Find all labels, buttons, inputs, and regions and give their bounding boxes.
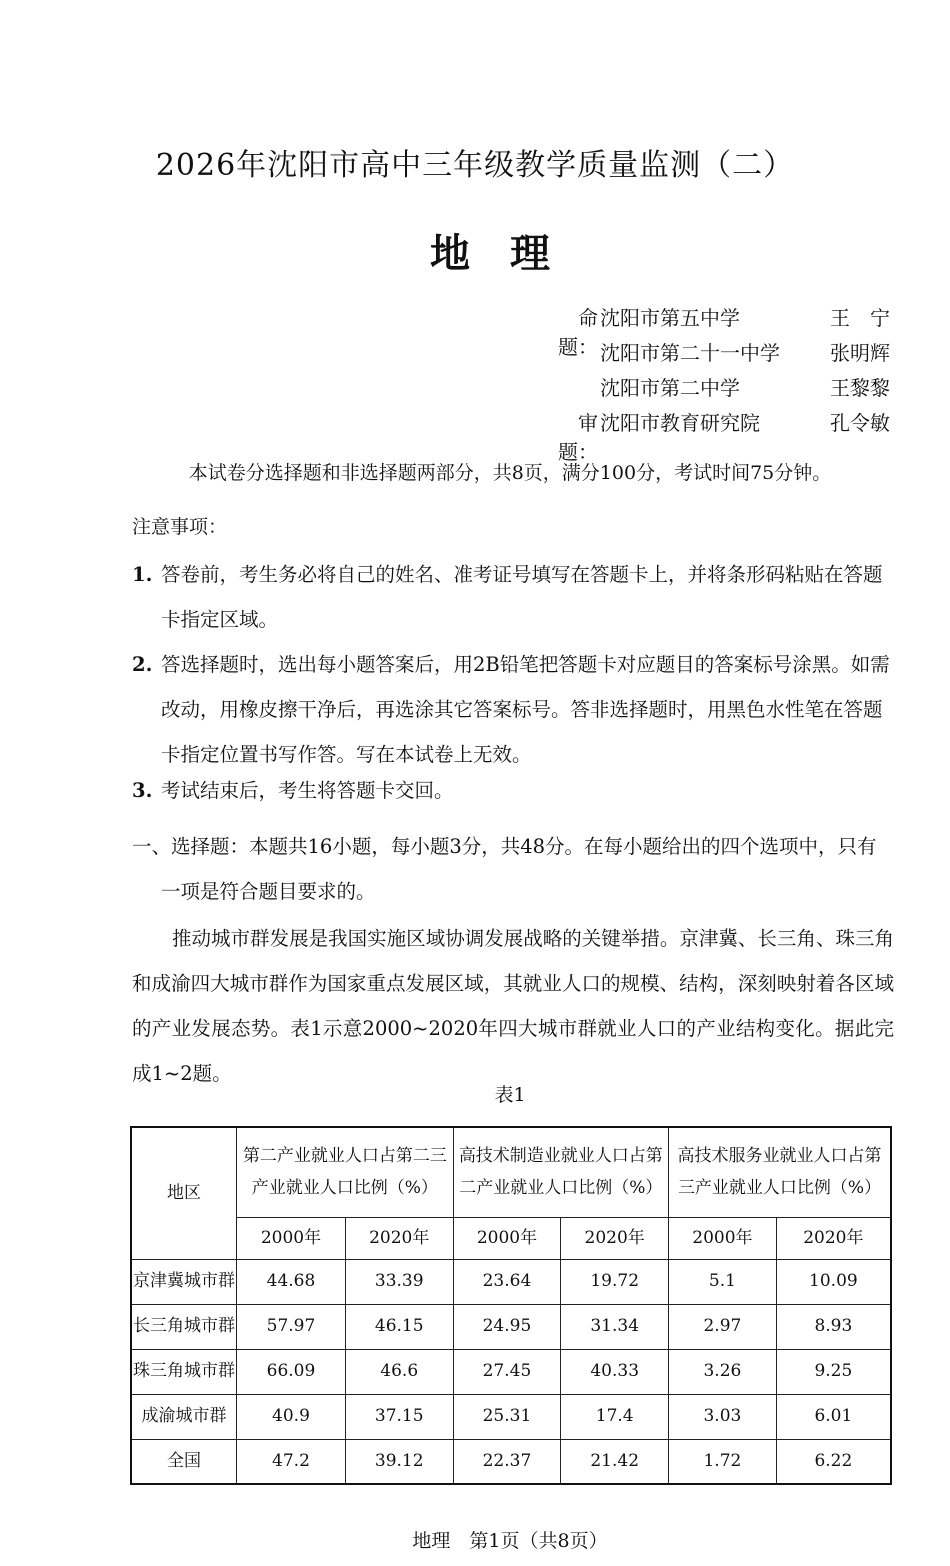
value-cell: 27.45 <box>453 1349 561 1394</box>
year-header: 2000年 <box>237 1217 346 1259</box>
table-row <box>131 1349 891 1394</box>
author-school: 沈阳市第二十一中学 <box>600 341 780 365</box>
note-number: 3. <box>132 779 153 802</box>
note-item <box>132 552 894 642</box>
region-cell: 成渝城市群 <box>131 1394 237 1439</box>
section-line-1: 一、选择题：本题共16小题，每小题3分，共48分。在每小题给出的四个选项中，只有 <box>132 835 877 858</box>
note-item <box>132 642 894 777</box>
data-table <box>130 1126 892 1485</box>
value-cell: 66.09 <box>237 1349 346 1394</box>
value-cell: 21.42 <box>561 1439 669 1484</box>
value-cell: 2.97 <box>669 1304 777 1349</box>
author-row <box>540 372 920 407</box>
value-cell: 44.68 <box>237 1259 346 1304</box>
author-school: 沈阳市教育研究院 <box>600 411 760 435</box>
group-header: 高技术制造业就业人口占第二产业就业人口比例（%） <box>453 1127 668 1217</box>
value-cell: 33.39 <box>345 1259 453 1304</box>
value-cell: 17.4 <box>561 1394 669 1439</box>
value-cell: 3.26 <box>669 1349 777 1394</box>
section-line-2: 一项是符合题目要求的。 <box>161 880 376 903</box>
author-role: 审题： <box>558 411 598 464</box>
region-cell: 长三角城市群 <box>131 1304 237 1349</box>
note-text: 答卷前，考生务必将自己的姓名、准考证号填写在答题卡上，并将条形码粘贴在答题卡指定区域。 <box>161 563 883 631</box>
year-header: 2020年 <box>776 1217 891 1259</box>
value-cell: 37.15 <box>345 1394 453 1439</box>
group-header: 高技术服务业就业人口占第三产业就业人口比例（%） <box>669 1127 891 1217</box>
table-caption: 表1 <box>494 1084 526 1106</box>
value-cell: 5.1 <box>669 1259 777 1304</box>
notes-title: 注意事项： <box>132 516 228 538</box>
author-list <box>540 302 920 464</box>
value-cell: 25.31 <box>453 1394 561 1439</box>
section-heading <box>132 824 894 914</box>
value-cell: 24.95 <box>453 1304 561 1349</box>
table-row <box>131 1394 891 1439</box>
value-cell: 22.37 <box>453 1439 561 1484</box>
region-cell: 京津冀城市群 <box>131 1259 237 1304</box>
value-cell: 40.33 <box>561 1349 669 1394</box>
region-cell: 珠三角城市群 <box>131 1349 237 1394</box>
region-cell: 全国 <box>131 1439 237 1484</box>
subject-heading: 地理 <box>430 230 590 277</box>
author-name: 张明辉 <box>830 341 890 365</box>
table-row <box>131 1259 891 1304</box>
author-name: 王黎黎 <box>830 376 890 400</box>
note-text: 答选择题时，选出每小题答案后，用2B铅笔把答题卡对应题目的答案标号涂黑。如需改动，用橡皮擦干净后，再选涂其它答案标号。答非选择题时，用黑色水性笔在答题卡指定位置书写作答。写在本试卷上无效。 <box>161 653 890 766</box>
author-name: 孔令敏 <box>830 411 890 435</box>
year-header: 2000年 <box>669 1217 777 1259</box>
year-header: 2020年 <box>561 1217 669 1259</box>
region-header: 地区 <box>131 1127 237 1259</box>
value-cell: 6.22 <box>776 1439 891 1484</box>
value-cell: 1.72 <box>669 1439 777 1484</box>
table-row <box>131 1304 891 1349</box>
author-role: 命题： <box>558 306 598 359</box>
author-school: 沈阳市第二中学 <box>600 376 740 400</box>
value-cell: 39.12 <box>345 1439 453 1484</box>
value-cell: 8.93 <box>776 1304 891 1349</box>
author-school: 沈阳市第五中学 <box>600 306 740 330</box>
value-cell: 9.25 <box>776 1349 891 1394</box>
author-name: 王 宁 <box>830 306 890 330</box>
page-footer: 地理 第1页（共8页） <box>412 1530 608 1552</box>
exam-title: 2026年沈阳市高中三年级教学质量监测（二） <box>155 148 795 183</box>
note-number: 1. <box>132 563 153 586</box>
value-cell: 57.97 <box>237 1304 346 1349</box>
group-header: 第二产业就业人口占第二三产业就业人口比例（%） <box>237 1127 453 1217</box>
value-cell: 46.15 <box>345 1304 453 1349</box>
note-item <box>132 768 894 813</box>
value-cell: 6.01 <box>776 1394 891 1439</box>
note-number: 2. <box>132 653 153 676</box>
author-row <box>540 407 920 464</box>
year-header: 2000年 <box>453 1217 561 1259</box>
exam-intro: 本试卷分选择题和非选择题两部分，共8页，满分100分，考试时间75分钟。 <box>188 462 832 484</box>
year-header: 2020年 <box>345 1217 453 1259</box>
note-text: 考试结束后，考生将答题卡交回。 <box>161 779 454 802</box>
author-row <box>540 337 920 372</box>
value-cell: 19.72 <box>561 1259 669 1304</box>
table-header-row <box>131 1127 891 1217</box>
value-cell: 10.09 <box>776 1259 891 1304</box>
value-cell: 47.2 <box>237 1439 346 1484</box>
value-cell: 40.9 <box>237 1394 346 1439</box>
table-row <box>131 1439 891 1484</box>
value-cell: 46.6 <box>345 1349 453 1394</box>
value-cell: 31.34 <box>561 1304 669 1349</box>
value-cell: 23.64 <box>453 1259 561 1304</box>
passage-text: 推动城市群发展是我国实施区域协调发展战略的关键举措。京津冀、长三角、珠三角和成渝四大城市群作为国家重点发展区域，其就业人口的规模、结构，深刻映射着各区域的产业发展态势。表1示意2000~2020年四大城市群就业人口的产业结构变化。据此完成1~2题。 <box>132 927 894 1085</box>
value-cell: 3.03 <box>669 1394 777 1439</box>
year-header-row <box>131 1217 891 1259</box>
